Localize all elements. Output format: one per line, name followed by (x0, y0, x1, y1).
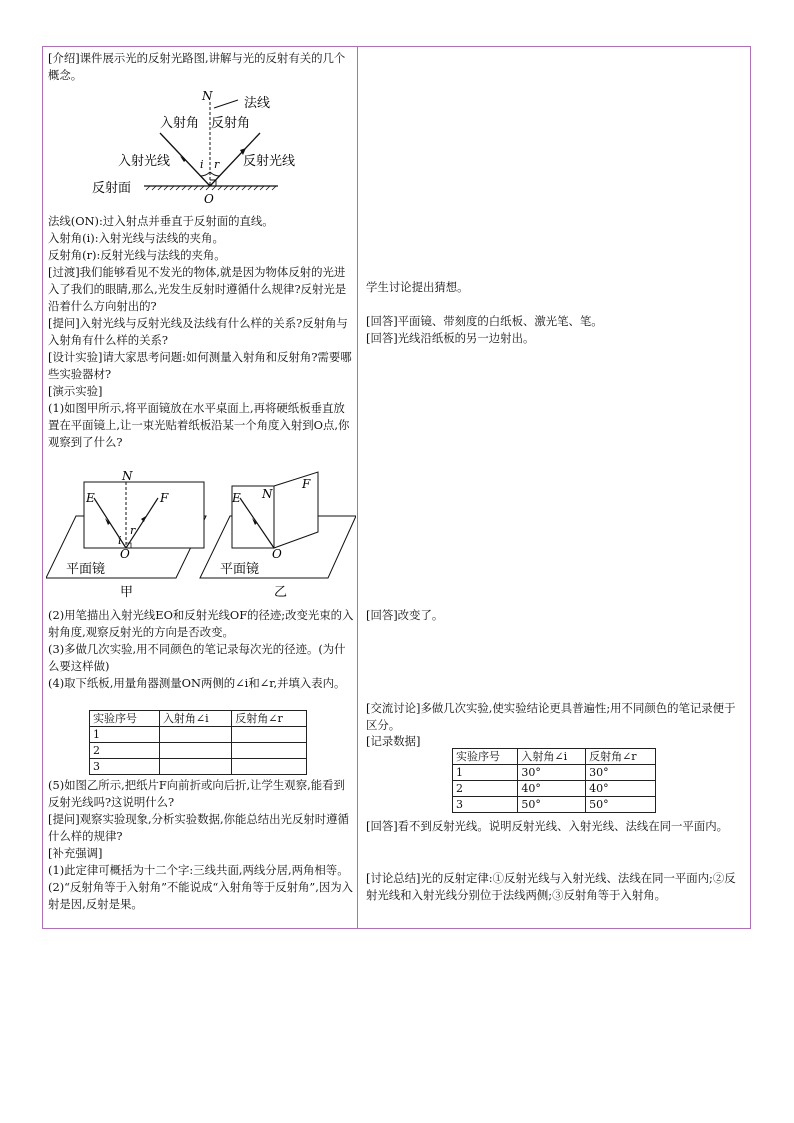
def-incidence: 入射角(i):入射光线与法线的夹角。 (48, 231, 224, 245)
fig2b-F: F (302, 477, 311, 491)
fig1-surface: 反射面 (92, 181, 132, 196)
intro: [介绍]课件展示光的反射光路图,讲解与光的反射有关的几个概念。 (48, 51, 346, 82)
table-cell (159, 759, 231, 775)
fig1-O: O (204, 192, 214, 206)
table-cell: 30° (518, 765, 586, 781)
step3: (3)多做几次实验,用不同颜色的笔记录每次光的径迹。(为什么要这样做) (48, 642, 346, 673)
fig2b-E: E (232, 491, 241, 505)
supplement: [补充强调] (48, 846, 103, 860)
table-cell: 1 (453, 765, 518, 781)
table-row (90, 743, 307, 759)
table-cell (232, 759, 307, 775)
table-cell (159, 727, 231, 743)
question1: [提问]入射光线与反射光线及法线有什么样的关系?反射角与入射角有什么样的关系? (48, 316, 348, 347)
table-row (453, 765, 656, 781)
supplement-2: (2)“反射角等于入射角”不能说成“入射角等于反射角”,因为入射是因,反射是果。 (48, 880, 354, 911)
design-experiment: [设计实验]请大家思考问题:如何测量入射角和反射角?需要哪些实验器材? (48, 350, 352, 381)
steps-5-end (48, 777, 354, 913)
def-reflection: 反射角(r):反射光线与法线的夹角。 (48, 248, 226, 262)
transition: [过渡]我们能够看见不发光的物体,就是因为物体反射的光进入了我们的眼睛,那么,光发生反射时遵循什么规律?反射光是沿着什么方向射出的? (48, 265, 347, 313)
answer3: [回答]改变了。 (366, 608, 444, 622)
table-cell: 1 (90, 727, 160, 743)
reflection-diagram (86, 88, 316, 206)
table-cell: 3 (90, 759, 160, 775)
record-data: [记录数据] (366, 734, 421, 748)
fig1-r: r (214, 158, 220, 171)
fig1-N: N (202, 89, 213, 103)
fig1-normal-label: 法线 (244, 96, 271, 111)
discuss: 学生讨论提出猜想。 (366, 280, 469, 294)
answer4: [回答]看不到反射光线。说明反射光线、入射光线、法线在同一平面内。 (366, 819, 728, 833)
table-cell (159, 743, 231, 759)
answer1: [回答]平面镜、带刻度的白纸板、激光笔、笔。 (366, 314, 603, 328)
table-cell: 50° (518, 797, 586, 813)
fig2a-caption: 甲 (120, 585, 134, 600)
intro-text (48, 50, 354, 84)
table-row (453, 797, 656, 813)
exchange: [交流讨论]多做几次实验,使实验结论更具普遍性;用不同颜色的笔记录便于区分。 (366, 701, 736, 732)
header-cell: 反射角∠r (586, 749, 656, 765)
table-row (90, 727, 307, 743)
fig2a-i: i (118, 534, 122, 547)
recorded-data-table (452, 748, 656, 813)
step1: (1)如图甲所示,将平面镜放在水平桌面上,再将硬纸板垂直放置在平面镜上,让一束光贴着纸板沿某一个角度入射到O点,你观察到了什么? (48, 401, 350, 449)
header-cell: 反射角∠r (232, 711, 307, 727)
fig2a-E: E (86, 491, 95, 505)
table-cell: 2 (453, 781, 518, 797)
fig2a-mirror: 平面镜 (66, 562, 106, 577)
table-cell (232, 727, 307, 743)
header-cell: 实验序号 (453, 749, 518, 765)
answer2: [回答]光线沿纸板的另一边射出。 (366, 331, 535, 345)
def-normal: 法线(ON):过入射点并垂直于反射面的直线。 (48, 214, 274, 228)
fig1-incident-ray: 入射光线 (118, 154, 171, 169)
step4: (4)取下纸板,用量角器测量ON两侧的∠i和∠r,并填入表内。 (48, 676, 346, 690)
table-cell: 40° (586, 781, 656, 797)
fig2a-F: F (160, 491, 169, 505)
fig2b-N: N (262, 487, 273, 501)
table-cell (232, 743, 307, 759)
table-row (453, 781, 656, 797)
column-divider (357, 46, 358, 929)
fig1-incidence-angle: 入射角 (160, 116, 200, 131)
supplement-1: (1)此定律可概括为十二个字:三线共面,两线分居,两角相等。 (48, 863, 349, 877)
header-cell: 入射角∠i (518, 749, 586, 765)
table-cell: 2 (90, 743, 160, 759)
table-cell: 50° (586, 797, 656, 813)
fig2b-O: O (272, 547, 282, 561)
step5: (5)如图乙所示,把纸片F向前折或向后折,让学生观察,能看到反射光线吗?这说明什么? (48, 778, 345, 809)
steps-2-4 (48, 607, 354, 692)
fig2a-r: r (130, 524, 136, 537)
table-row (90, 759, 307, 775)
mirror-experiment-diagram (46, 468, 356, 600)
table-row (453, 749, 656, 765)
table-cell: 40° (518, 781, 586, 797)
demo-experiment: [演示实验] (48, 384, 103, 398)
header-cell: 入射角∠i (159, 711, 231, 727)
header-cell: 实验序号 (90, 711, 160, 727)
fig2a-O: O (120, 547, 130, 561)
table-cell: 3 (453, 797, 518, 813)
fig2b-mirror: 平面镜 (220, 562, 260, 577)
fig1-reflection-angle: 反射角 (211, 116, 251, 131)
table-cell: 30° (586, 765, 656, 781)
definitions-and-steps (48, 213, 354, 451)
fig2a-N: N (122, 469, 133, 483)
fig1-reflected-ray: 反射光线 (243, 154, 296, 169)
blank-data-table (89, 710, 307, 775)
discussion-summary: [讨论总结]光的反射定律:①反射光线与入射光线、法线在同一平面内;②反射光线和入射光线分别位于法线两侧;③反射角等于入射角。 (366, 871, 736, 902)
step2: (2)用笔描出入射光线EO和反射光线OF的径迹;改变光束的入射角度,观察反射光的方向是否改变。 (48, 608, 354, 639)
table-row (90, 711, 307, 727)
fig1-i: i (200, 158, 204, 171)
fig2b-caption: 乙 (274, 585, 288, 600)
question2: [提问]观察实验现象,分析实验数据,你能总结出光反射时遵循什么样的规律? (48, 812, 349, 843)
